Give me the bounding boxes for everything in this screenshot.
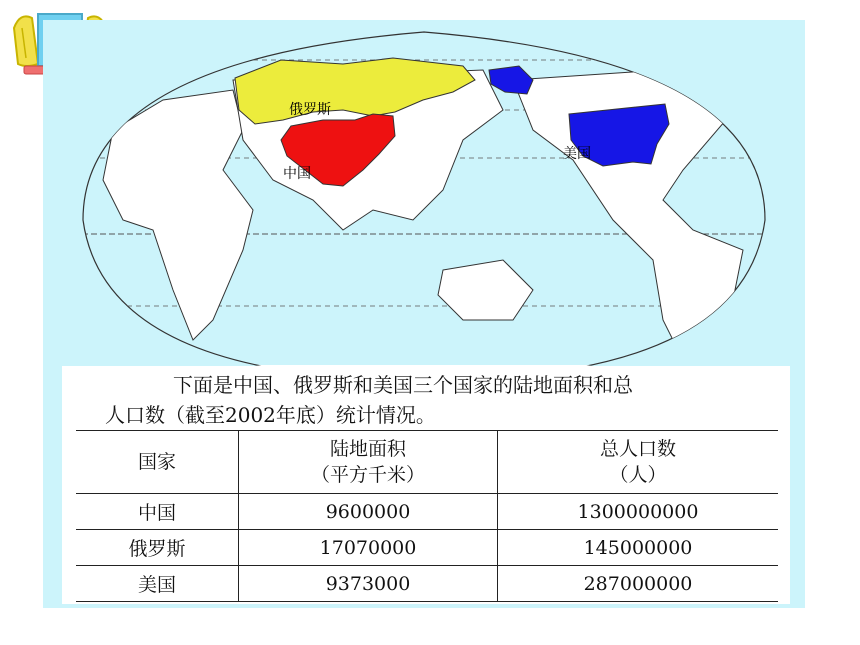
intro-line-2: 人口数（截至2002年底）统计情况。 — [105, 403, 436, 427]
map-label-russia: 俄罗斯 — [289, 102, 331, 118]
table-row — [76, 530, 778, 566]
cell-area: 17070000 — [239, 530, 498, 566]
cell-population: 1300000000 — [498, 494, 779, 530]
cell-population: 287000000 — [498, 566, 779, 602]
cell-country: 美国 — [76, 566, 239, 602]
header-area-unit: （平方千米） — [310, 464, 425, 486]
header-area-label: 陆地面积 — [329, 438, 406, 460]
table-header-row — [76, 431, 778, 494]
header-country-label: 国家 — [137, 451, 176, 473]
header-population-label: 总人口数 — [599, 438, 676, 460]
table-row — [76, 494, 778, 530]
map-label-usa: 美国 — [563, 146, 591, 162]
intro-paragraph — [105, 370, 765, 430]
intro-line-1: 下面是中国、俄罗斯和美国三个国家的陆地面积和总 — [173, 373, 633, 397]
header-area — [239, 431, 498, 494]
header-country — [76, 431, 239, 494]
country-stats-table — [76, 430, 778, 602]
cell-area: 9600000 — [239, 494, 498, 530]
table-row — [76, 566, 778, 602]
header-population-unit: （人） — [609, 464, 667, 486]
world-map — [43, 20, 805, 380]
cell-country: 俄罗斯 — [76, 530, 239, 566]
header-population — [498, 431, 779, 494]
cell-population: 145000000 — [498, 530, 779, 566]
map-label-china: 中国 — [283, 166, 311, 182]
cell-area: 9373000 — [239, 566, 498, 602]
cell-country: 中国 — [76, 494, 239, 530]
